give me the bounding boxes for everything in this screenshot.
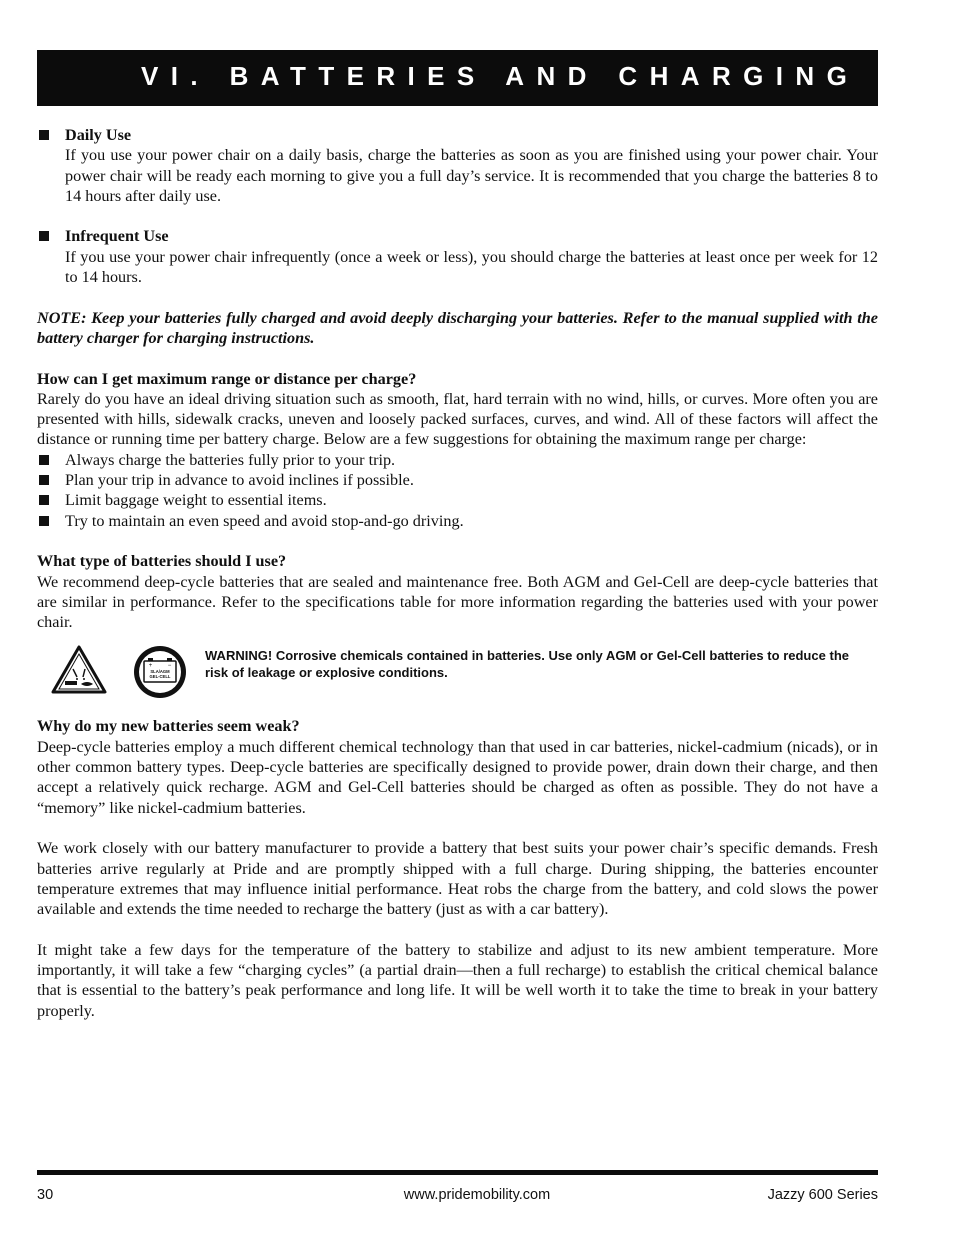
- list-item: Plan your trip in advance to avoid inclines if possible.: [37, 470, 878, 490]
- battery-type-section: [37, 551, 878, 632]
- footer-url: www.pridemobility.com: [403, 1187, 551, 1203]
- svg-text:SLA/AGM: SLA/AGM: [150, 669, 170, 675]
- daily-use-section: [37, 125, 878, 206]
- svg-text:GEL-CELL: GEL-CELL: [149, 674, 171, 680]
- infrequent-use-heading: Infrequent Use: [65, 227, 169, 246]
- weak-paragraph-2: We work closely with our battery manufacturer to provide a battery that best suits your power chair’s specific demands. Fresh batteries arrive regularly at Pride and are promptly shipped with a full charge. During shipping, the batteries encounter temperature extremes that may influence initial performance. Heat robs the charge from the battery, and cold slows the power available and extends the time needed to recharge the battery (just as with a car battery).: [37, 839, 878, 919]
- warning-text: WARNING! Corrosive chemicals contained in batteries. Use only AGM or Gel-Cell batteries to reduce the risk of leakage or explosive conditions.: [205, 648, 849, 680]
- footer-series: Jazzy 600 Series: [767, 1187, 878, 1203]
- bullet-square-icon: [39, 231, 49, 241]
- range-question: How can I get maximum range or distance per charge?: [37, 369, 417, 388]
- weak-batteries-section: [37, 716, 878, 1020]
- battery-type-question: What type of batteries should I use?: [37, 552, 287, 571]
- weak-paragraph-1: Deep-cycle batteries employ a much different chemical technology than that used in car batteries, nickel-cadmium (nicads), or in other common battery types. Deep-cycle batteries are specifically designed to provide power, drain down their charge, and then accept a relatively quick recharge. AGM and Gel-Cell batteries should be charged as often as possible. They do not have a “memory” like nickel-cadmium batteries.: [37, 737, 878, 817]
- svg-text:+: +: [148, 663, 153, 670]
- bullet-square-icon: [39, 455, 49, 465]
- infrequent-use-text: If you use your power chair infrequently (once a week or less), you should charge the batteries at least once per week for 12 to 14 hours.: [65, 247, 878, 287]
- range-text: Rarely do you have an ideal driving situation such as smooth, flat, hard terrain with no wind, hills, or curves. More often you are presented with hills, sidewalk cracks, uneven and loosely packed surfaces, curves, and wind. All of these factors will affect the distance or running time per battery charge. Below are a few suggestions for obtaining the maximum range per charge:: [37, 389, 878, 449]
- bullet-square-icon: [39, 130, 49, 140]
- svg-text:−: −: [167, 663, 172, 670]
- bullet-square-icon: [39, 495, 49, 505]
- range-tips-list: [37, 450, 878, 531]
- page-content: [37, 125, 878, 1021]
- warning-block: [37, 644, 878, 700]
- list-item: Try to maintain an even speed and avoid stop-and-go driving.: [37, 511, 878, 531]
- weak-batteries-question: Why do my new batteries seem weak?: [37, 717, 300, 736]
- battery-icon: [132, 644, 188, 700]
- footer-rule: [37, 1170, 878, 1175]
- infrequent-use-section: [37, 226, 878, 287]
- daily-use-heading: Daily Use: [65, 126, 132, 144]
- daily-use-text: If you use your power chair on a daily basis, charge the batteries as soon as you are finished using your power chair. Your power chair will be ready each morning to give you a full day’s service. It is recommended that you charge the batteries 8 to 14 hours after daily use.: [65, 146, 878, 205]
- section-header-bar: [37, 50, 878, 106]
- page-number: 30: [37, 1187, 54, 1203]
- charging-note: NOTE: Keep your batteries fully charged and avoid deeply discharging your batteries. Refer to the manual supplied with the battery charger for charging instructions.: [37, 308, 878, 347]
- section-title: VI. BATTERIES AND CHARGING: [141, 61, 860, 91]
- weak-paragraph-3: It might take a few days for the temperature of the battery to stabilize and adjust to its new ambient temperature. More importantly, it will take a few “charging cycles” (a partial drain—then a full recharge) to establish the critical chemical balance that is essential to the battery’s peak performance and long life. It will be well worth it to take the time to break in your battery properly.: [37, 940, 878, 1020]
- bullet-square-icon: [39, 516, 49, 526]
- list-item: Limit baggage weight to essential items.: [37, 490, 878, 510]
- range-section: [37, 369, 878, 531]
- corrosive-hazard-icon: [51, 645, 107, 695]
- list-item: Always charge the batteries fully prior to your trip.: [37, 450, 878, 470]
- bullet-square-icon: [39, 475, 49, 485]
- battery-type-text: We recommend deep-cycle batteries that are sealed and maintenance free. Both AGM and Gel-Cell are deep-cycle batteries that are similar in performance. Refer to the specifications table for more information regarding the batteries used with your power chair.: [37, 572, 878, 632]
